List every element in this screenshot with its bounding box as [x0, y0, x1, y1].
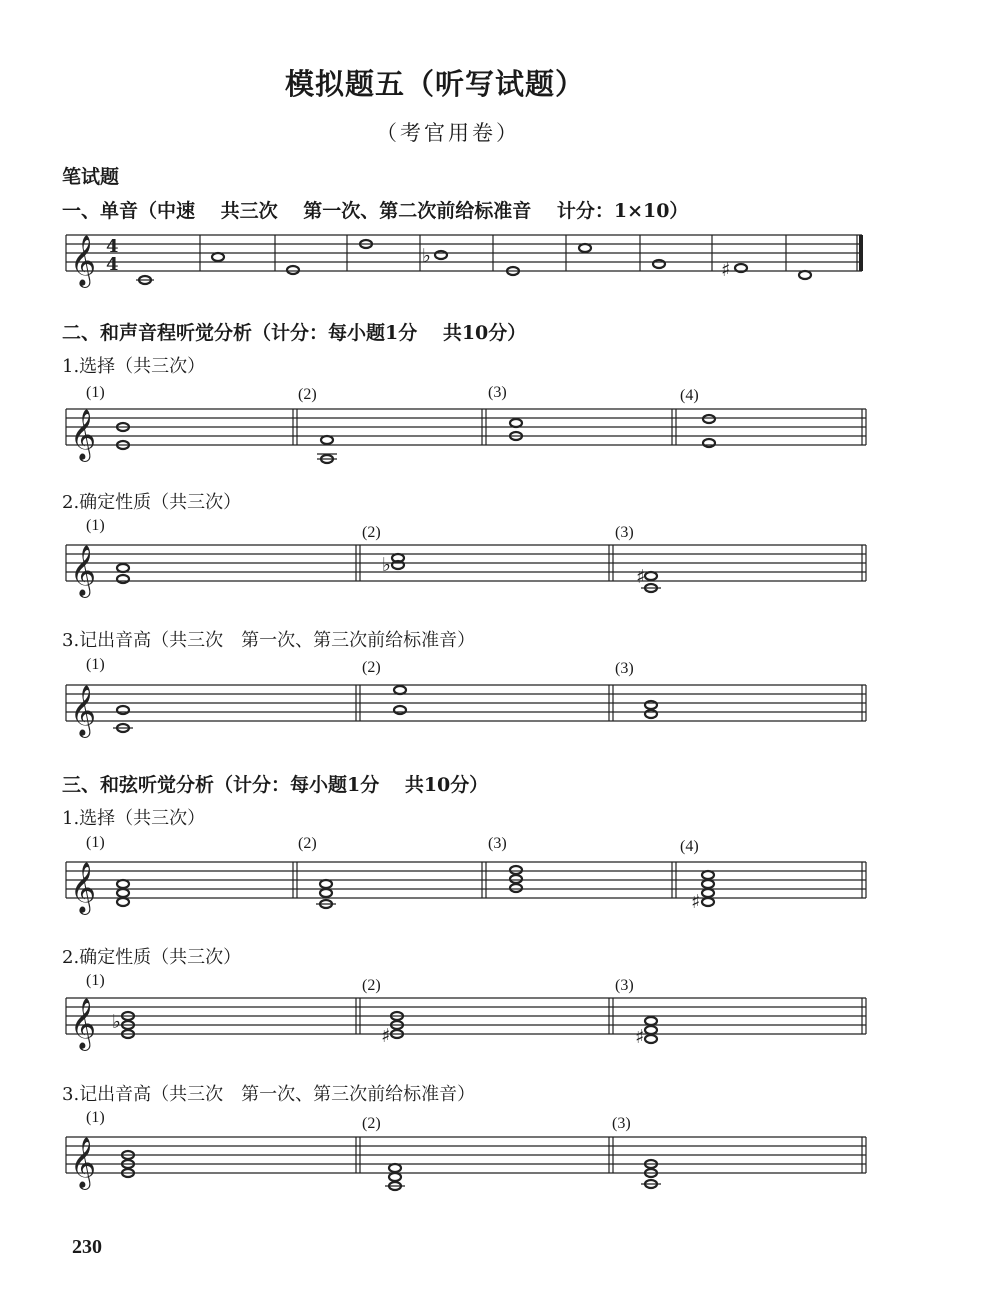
s3p1-label-4: (4): [680, 838, 699, 855]
svg-text:♯: ♯: [635, 1026, 645, 1048]
s3-part2-heading: 2.确定性质（共三次）: [62, 947, 242, 968]
s3p3-label-3: (3): [612, 1115, 631, 1132]
time-signature-bottom: 4: [106, 254, 119, 275]
treble-clef-icon: 𝄞: [70, 862, 97, 913]
s3p2-label-2: (2): [362, 977, 381, 994]
svg-text:♯: ♯: [691, 891, 701, 913]
s2p2-label-1: (1): [86, 517, 105, 534]
s3p3-label-2: (2): [362, 1115, 381, 1132]
svg-text:♭: ♭: [382, 554, 391, 576]
section3-heading: 三、和弦听觉分析（计分：每小题1分 共10分）: [62, 774, 489, 796]
svg-text:♯: ♯: [381, 1025, 391, 1047]
treble-clef-icon: 𝄞: [70, 235, 97, 286]
section1-heading: 一、单音（中速 共三次 第一次、第二次前给标准音 计分：1×10）: [62, 200, 689, 222]
s2p1-label-1: (1): [86, 384, 105, 401]
svg-text:♭: ♭: [422, 245, 431, 267]
s3-part1-heading: 1.选择（共三次）: [62, 808, 206, 829]
svg-text:♯: ♯: [636, 566, 646, 588]
s3p2-label-1: (1): [86, 972, 105, 989]
s2-part1-heading: 1.选择（共三次）: [62, 356, 206, 377]
treble-clef-icon: 𝄞: [70, 1137, 97, 1188]
page-number: 230: [72, 1236, 102, 1258]
s3-part3-heading: 3.记出音高（共三次 第一次、第三次前给标准音）: [62, 1084, 476, 1105]
treble-clef-icon: 𝄞: [70, 409, 97, 460]
page-subtitle: （考官用卷）: [376, 121, 520, 145]
s3p1-label-3: (3): [488, 835, 507, 852]
written-section-heading: 笔试题: [62, 166, 120, 188]
s2p3-label-1: (1): [86, 656, 105, 673]
s3p2-label-3: (3): [615, 977, 634, 994]
treble-clef-icon: 𝄞: [70, 545, 97, 596]
s2p3-label-3: (3): [615, 660, 634, 677]
svg-text:♭: ♭: [112, 1011, 121, 1033]
s2p3-label-2: (2): [362, 659, 381, 676]
s2p1-label-2: (2): [298, 386, 317, 403]
s3p1-label-1: (1): [86, 834, 105, 851]
svg-text:♯: ♯: [721, 259, 731, 281]
section2-heading: 二、和声音程听觉分析（计分：每小题1分 共10分）: [62, 322, 527, 344]
s2-part3-heading: 3.记出音高（共三次 第一次、第三次前给标准音）: [62, 630, 476, 651]
page-title: 模拟题五（听写试题）: [285, 67, 586, 101]
time-signature-top: 4: [106, 236, 119, 257]
s2p2-label-3: (3): [615, 524, 634, 541]
s3p1-label-2: (2): [298, 835, 317, 852]
s2p1-label-4: (4): [680, 387, 699, 404]
s3p3-label-1: (1): [86, 1109, 105, 1126]
treble-clef-icon: 𝄞: [70, 998, 97, 1049]
s2p2-label-2: (2): [362, 524, 381, 541]
s2-part2-heading: 2.确定性质（共三次）: [62, 492, 242, 513]
s2p1-label-3: (3): [488, 384, 507, 401]
treble-clef-icon: 𝄞: [70, 685, 97, 736]
